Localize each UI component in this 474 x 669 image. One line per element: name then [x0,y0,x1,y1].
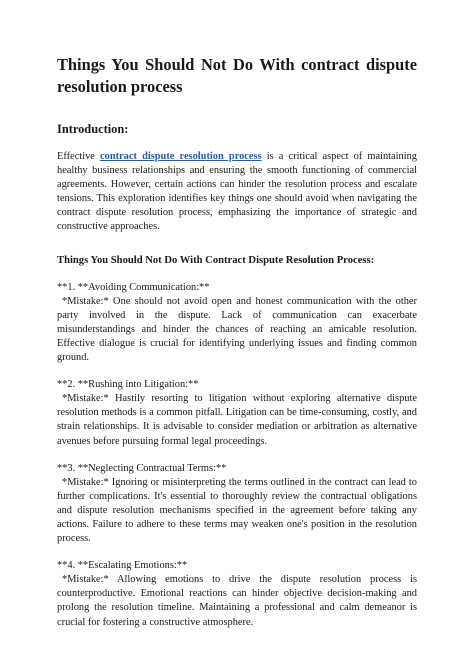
intro-text-after-link: is a critical aspect of maintaining healthy business relationships and ensuring the smooth functioning of commercial agreements. However, certain actions can hinder the resolution process and escalate tensions. This exploration identifies key things one should avoid when navigating the contract dispute resolution process, emphasizing the importance of strategic and constructive approaches. [57,151,417,233]
item-title: **1. **Avoiding Communication:** [57,281,210,293]
list-item [57,559,417,629]
contract-dispute-link[interactable]: contract dispute resolution process [100,151,262,162]
item-title: **2. **Rushing into Litigation:** [57,379,199,391]
list-item [57,462,417,547]
item-title: **3. **Neglecting Contractual Terms:** [57,462,227,474]
section-heading: Things You Should Not Do With Contract Dispute Resolution Process: [57,254,375,266]
item-title: **4. **Escalating Emotions:** [57,560,188,572]
document-title: Things You Should Not Do With contract dispute resolution process [57,55,417,96]
list-item [57,378,417,448]
intro-paragraph [57,150,417,235]
item-mistake: *Mistake:* One should not avoid open and honest communication with the other party involved in the dispute. Lack of communication can exacerbate misunderstandings and hinder the chances of reaching an amicable resolution. Effective dialogue is crucial for identifying underlying issues and finding common ground. [57,295,417,364]
intro-heading: Introduction: [57,122,129,136]
item-mistake: *Mistake:* Hastily resorting to litigation without exploring alternative dispute resolution methods is a common pitfall. Litigation can be time-consuming, costly, and strain relationships. It is advisable to consider mediation or arbitration as alternative avenues before pursuing formal legal proceedings. [57,393,417,447]
item-mistake: *Mistake:* Ignoring or misinterpreting the terms outlined in the contract can lead to further complications. It's essential to thoroughly review the contractual obligations and dispute resolution mechanisms specified in the agreement before taking any actions. Failure to adhere to these terms may weaken one's position in the resolution process. [57,476,417,545]
list-item [57,281,417,366]
item-mistake: *Mistake:* Allowing emotions to drive the dispute resolution process is counterproductive. Emotional reactions can hinder objective decision-making and prolong the resolution timeline. Maintaining a professional and calm demeanor is crucial for fostering a constructive atmosphere. [57,574,417,628]
intro-text-before-link: Effective [57,151,101,162]
